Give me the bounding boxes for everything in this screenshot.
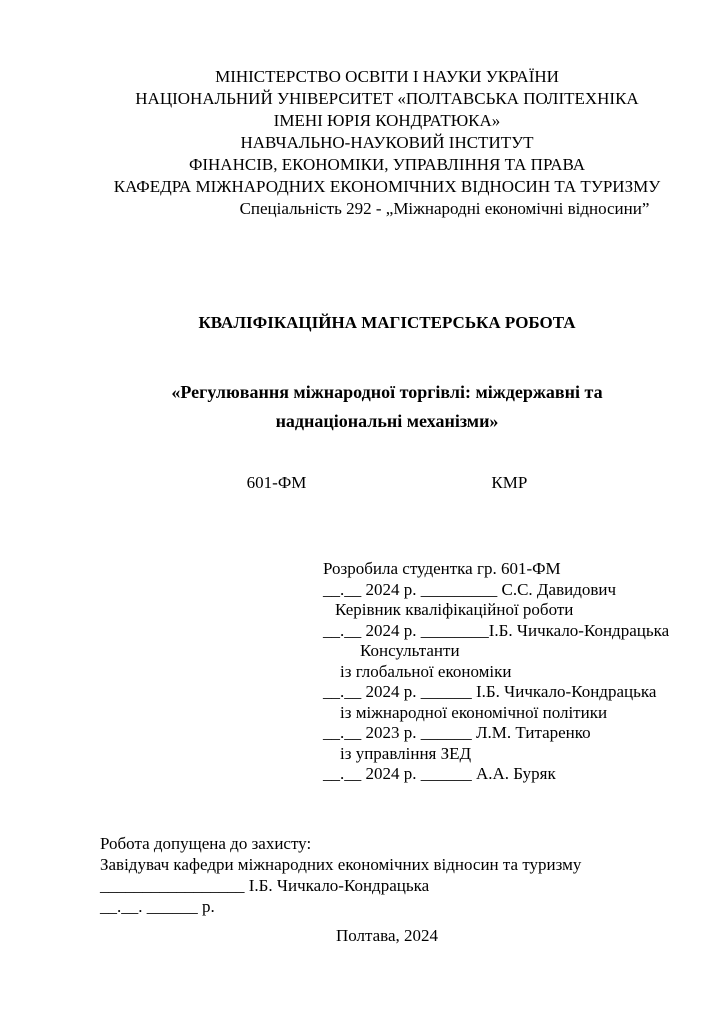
consultant-2-role-line: із міжнародної економічної політики xyxy=(340,702,608,722)
work-type-heading: КВАЛІФІКАЦІЙНА МАГІСТЕРСЬКА РОБОТА xyxy=(198,313,576,332)
supervisor-role-line: Керівник кваліфікаційної роботи xyxy=(335,600,574,619)
head-of-department-line: Завідувач кафедри міжнародних економічних відносин та туризму xyxy=(100,854,582,874)
consultant-1-role-line: із глобальної економіки xyxy=(340,661,512,681)
consultant-3-role-line: із управління ЗЕД xyxy=(340,743,472,763)
admission-date-line: __.__. ______ р. xyxy=(100,896,215,916)
admission-statement: Робота допущена до захисту: xyxy=(100,833,312,853)
specialty-line: Спеціальність 292 - „Міжнародні економічні відносини” xyxy=(239,199,650,218)
institute-line-1: НАВЧАЛЬНО-НАУКОВИЙ ІНСТИТУТ xyxy=(240,133,534,152)
university-line-1: НАЦІОНАЛЬНИЙ УНІВЕРСИТЕТ «ПОЛТАВСЬКА ПОЛІТЕХНІКА xyxy=(135,89,639,108)
consultants-heading: Консультанти xyxy=(360,641,460,660)
group-code: 601-ФМ xyxy=(246,473,307,492)
department-line: КАФЕДРА МІЖНАРОДНИХ ЕКОНОМІЧНИХ ВІДНОСИН ТА ТУРИЗМУ xyxy=(113,177,661,196)
consultant-3-signature-line: __.__ 2024 р. ______ А.А. Буряк xyxy=(323,764,556,783)
institute-line-2: ФІНАНСІВ, ЕКОНОМІКИ, УПРАВЛІННЯ ТА ПРАВА xyxy=(188,155,586,174)
supervisor-signature-line: __.__ 2024 р. ________І.Б. Чичкало-Кондрацька xyxy=(323,620,670,640)
head-signature-line: _________________ І.Б. Чичкало-Кондрацька xyxy=(100,875,430,895)
signatures-block xyxy=(323,559,674,785)
group-row xyxy=(100,472,674,494)
consultant-2-signature-line: __.__ 2023 р. ______ Л.М. Титаренко xyxy=(323,723,591,742)
thesis-title-line-2: наднаціональні механізми» xyxy=(275,411,499,431)
developer-role-line: Розробила студентка гр. 601-ФМ xyxy=(323,559,561,578)
thesis-title-line-1: «Регулювання міжнародної торгівлі: міждержавні та xyxy=(171,382,603,402)
admission-block xyxy=(100,833,674,917)
ministry-line: МІНІСТЕРСТВО ОСВІТИ І НАУКИ УКРАЇНИ xyxy=(215,67,559,86)
work-code: КМР xyxy=(491,473,528,492)
thesis-title xyxy=(100,378,674,436)
document-header xyxy=(100,66,674,220)
university-line-2: ІМЕНІ ЮРІЯ КОНДРАТЮКА» xyxy=(273,111,501,130)
developer-signature-line: __.__ 2024 р. _________ С.С. Давидович xyxy=(323,579,617,599)
city-year-line: Полтава, 2024 xyxy=(335,925,439,945)
consultant-1-signature-line: __.__ 2024 р. ______ І.Б. Чичкало-Кондрацька xyxy=(323,682,657,701)
